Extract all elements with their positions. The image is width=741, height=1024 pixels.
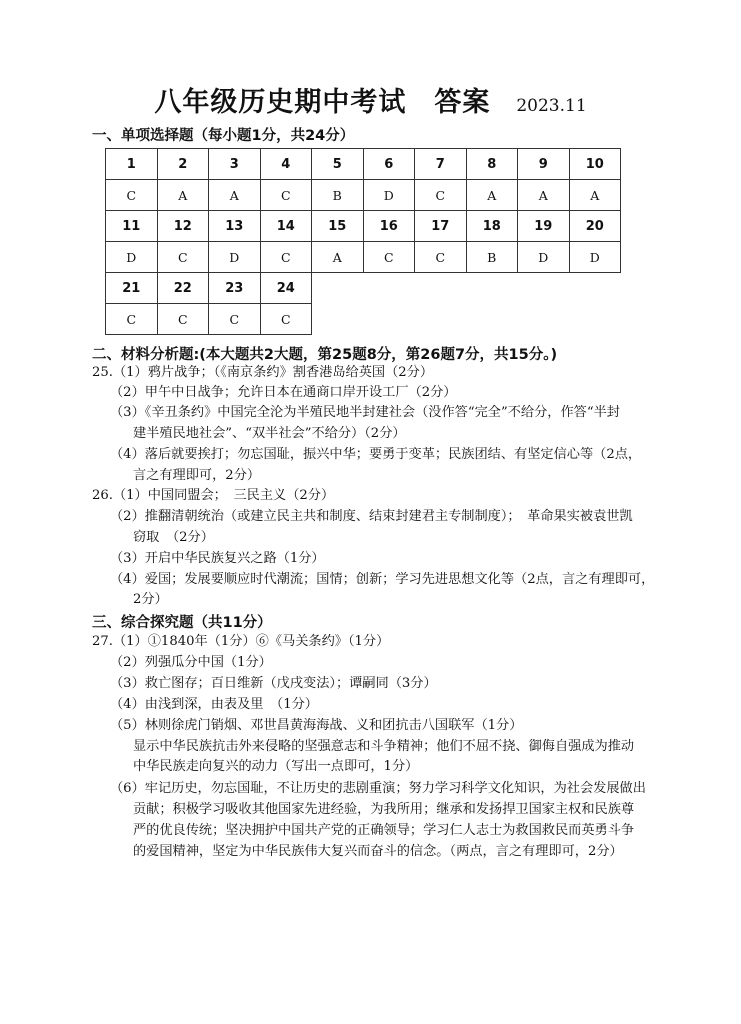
- empty-cell: [466, 273, 518, 304]
- q27-line-4: （4）由浅到深，由表及里 （1分）: [110, 697, 318, 712]
- empty-cell: [363, 304, 415, 335]
- answer-cell: C: [415, 242, 467, 273]
- document-title: [0, 80, 741, 119]
- q26-line-1: 26.（1）中国同盟会； 三民主义（2分）: [92, 488, 335, 503]
- question-number-cell: 21: [106, 273, 158, 304]
- q27-line-5: （5）林则徐虎门销烟、邓世昌黄海海战、义和团抗击八国联军（1分）: [110, 718, 523, 733]
- answer-cell: A: [209, 180, 261, 211]
- empty-cell: [518, 273, 570, 304]
- q26-line-2: （2）推翻清朝统治（或建立民主共和制度、结束封建君主专制制度）； 革命果实被袁世凯: [110, 509, 633, 524]
- q27-line-2: （2）列强瓜分中国（1分）: [110, 655, 272, 670]
- question-number-cell: 14: [260, 211, 312, 242]
- answer-cell: D: [106, 242, 158, 273]
- question-number-cell: 2: [157, 149, 209, 180]
- title-year: 2023.11: [516, 96, 587, 116]
- empty-cell: [415, 273, 467, 304]
- answer-cell: C: [260, 180, 312, 211]
- answer-row: [106, 304, 621, 335]
- empty-cell: [518, 304, 570, 335]
- section2-heading: 二、材料分析题:(本大题共2大题，第25题8分，第26题7分，共15分。): [92, 347, 558, 363]
- question-number-cell: 11: [106, 211, 158, 242]
- question-number-cell: 17: [415, 211, 467, 242]
- question-number-cell: 22: [157, 273, 209, 304]
- answer-table: [105, 148, 621, 335]
- question-number-row: [106, 211, 621, 242]
- answer-cell: A: [312, 242, 364, 273]
- question-number-cell: 24: [260, 273, 312, 304]
- q27-line-10: 严的优良传统；坚决拥护中国共产党的正确领导；学习仁人志士为救国救民而英勇斗争: [133, 823, 635, 838]
- answer-cell: C: [415, 180, 467, 211]
- question-number-cell: 13: [209, 211, 261, 242]
- q25-line-4: 建半殖民地社会”、“双半社会”不给分）（2分）: [133, 426, 406, 441]
- q27-line-9: 贡献；积极学习吸收其他国家先进经验，为我所用；继承和发扬捍卫国家主权和民族尊: [133, 802, 635, 817]
- title-text: 八年级历史期中考试 答案: [154, 87, 491, 118]
- q27-line-7: 中华民族走向复兴的动力（写出一点即可，1分）: [133, 759, 419, 774]
- empty-cell: [312, 304, 364, 335]
- answer-cell: B: [466, 242, 518, 273]
- q26-line-6: 2分）: [133, 592, 168, 607]
- answer-cell: C: [363, 242, 415, 273]
- question-number-cell: 8: [466, 149, 518, 180]
- question-number-cell: 18: [466, 211, 518, 242]
- answer-cell: A: [157, 180, 209, 211]
- question-number-cell: 9: [518, 149, 570, 180]
- q25-line-2: （2）甲午中日战争；允许日本在通商口岸开设工厂（2分）: [110, 385, 457, 400]
- answer-cell: B: [312, 180, 364, 211]
- answer-cell: D: [569, 242, 621, 273]
- q25-line-6: 言之有理即可，2分）: [133, 468, 261, 483]
- answer-cell: A: [466, 180, 518, 211]
- empty-cell: [415, 304, 467, 335]
- q27-line-1: 27.（1）①1840年（1分）⑥《马关条约》（1分）: [92, 634, 390, 649]
- answer-cell: C: [260, 242, 312, 273]
- answer-cell: C: [260, 304, 312, 335]
- question-number-cell: 23: [209, 273, 261, 304]
- question-number-cell: 6: [363, 149, 415, 180]
- question-number-cell: 12: [157, 211, 209, 242]
- q26-line-3: 窃取 （2分）: [133, 530, 214, 545]
- answer-cell: C: [209, 304, 261, 335]
- empty-cell: [363, 273, 415, 304]
- empty-cell: [569, 273, 621, 304]
- answer-cell: C: [106, 180, 158, 211]
- question-number-cell: 5: [312, 149, 364, 180]
- answer-cell: A: [569, 180, 621, 211]
- q27-line-6: 显示中华民族抗击外来侵略的坚强意志和斗争精神；他们不屈不挠、御侮自强成为推动: [133, 739, 635, 754]
- q27-line-3: （3）救亡图存；百日维新（戊戌变法）；谭嗣同（3分）: [110, 676, 437, 691]
- q27-line-8: （6）牢记历史，勿忘国耻，不让历史的悲剧重演；努力学习科学文化知识，为社会发展做出: [110, 781, 646, 796]
- q25-line-3: （3）《辛丑条约》中国完全沦为半殖民地半封建社会（没作答“完全”不给分，作答“半封: [110, 405, 620, 420]
- question-number-cell: 10: [569, 149, 621, 180]
- section1-heading: 一、单项选择题（每小题1分，共24分）: [92, 128, 355, 144]
- section3-heading: 三、综合探究题（共11分）: [92, 615, 272, 631]
- question-number-cell: 7: [415, 149, 467, 180]
- empty-cell: [466, 304, 518, 335]
- answer-cell: D: [209, 242, 261, 273]
- answer-cell: D: [518, 242, 570, 273]
- answer-cell: C: [106, 304, 158, 335]
- q25-line-1: 25.（1）鸦片战争；（《南京条约》割香港岛给英国（2分）: [92, 365, 434, 380]
- question-number-cell: 1: [106, 149, 158, 180]
- answer-cell: C: [157, 242, 209, 273]
- empty-cell: [569, 304, 621, 335]
- answer-row: [106, 180, 621, 211]
- question-number-cell: 15: [312, 211, 364, 242]
- question-number-cell: 4: [260, 149, 312, 180]
- q25-line-5: （4）落后就要挨打；勿忘国耻，振兴中华；要勇于变革；民族团结、有坚定信心等（2点，: [110, 447, 642, 462]
- question-number-cell: 16: [363, 211, 415, 242]
- answer-cell: A: [518, 180, 570, 211]
- q26-line-5: （4）爱国；发展要顺应时代潮流；国情；创新；学习先进思想文化等（2点，言之有理即可，: [110, 572, 655, 587]
- q27-line-11: 的爱国精神，坚定为中华民族伟大复兴而奋斗的信念。（两点，言之有理即可，2分）: [133, 844, 623, 859]
- question-number-row: [106, 273, 621, 304]
- answer-cell: D: [363, 180, 415, 211]
- answer-row: [106, 242, 621, 273]
- question-number-cell: 19: [518, 211, 570, 242]
- answer-cell: C: [157, 304, 209, 335]
- question-number-cell: 20: [569, 211, 621, 242]
- q26-line-4: （3）开启中华民族复兴之路（1分）: [110, 551, 325, 566]
- question-number-cell: 3: [209, 149, 261, 180]
- empty-cell: [312, 273, 364, 304]
- question-number-row: [106, 149, 621, 180]
